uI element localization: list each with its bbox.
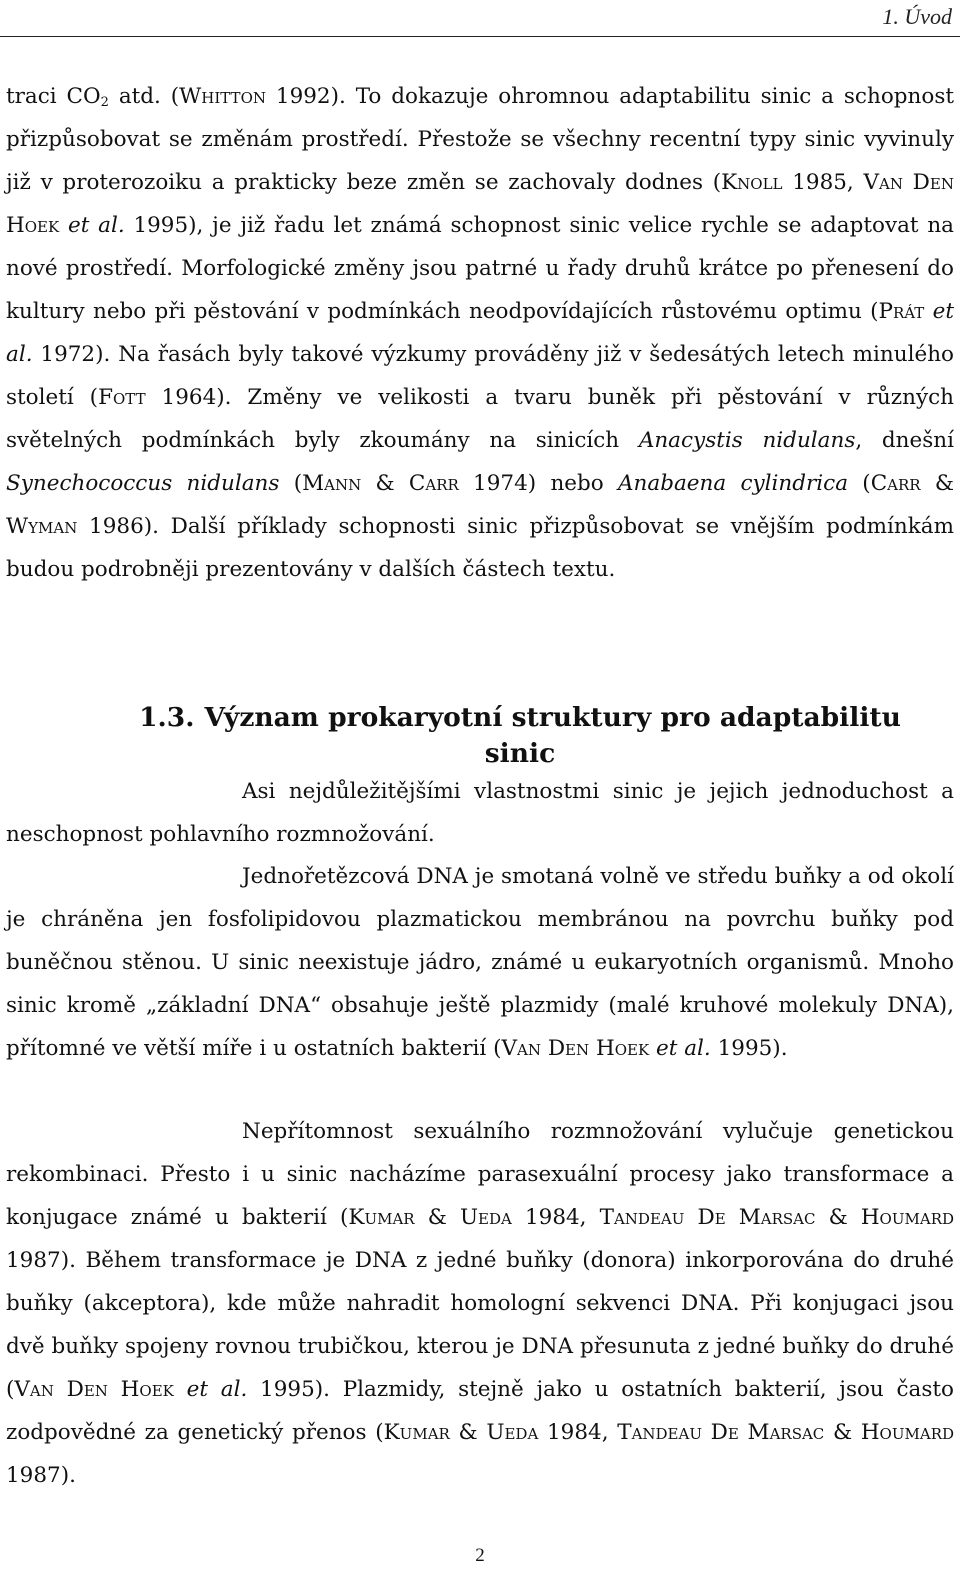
text-run: & xyxy=(414,1205,460,1230)
subscript-2: 2 xyxy=(100,95,109,110)
section-title: Význam prokaryotní struktury pro adaptabilitu sinic xyxy=(204,702,901,769)
running-head: 1. Úvod xyxy=(882,4,952,29)
paragraph-3 xyxy=(6,855,954,1070)
citation-author: Ueda xyxy=(486,1420,539,1445)
text-run: 1995), je již řadu let známá schopnost sinic velice rychle se adaptovat na nové prostředí. Morfologické změny jsou patrné u řady druhů krátce po přenesení do kultury nebo při pěstování v podmínkách neodpovídajících růstovému optimu ( xyxy=(6,213,954,324)
citation-author: Kumar xyxy=(383,1420,450,1445)
text-run xyxy=(649,1036,656,1061)
text-run: traci CO xyxy=(6,84,101,109)
citation-author: Carr xyxy=(408,471,459,496)
paragraph-1 xyxy=(6,75,954,591)
citation-author: Prát xyxy=(878,299,925,324)
text-run: 1974) nebo xyxy=(458,471,619,496)
citation-author: Fott xyxy=(98,385,146,410)
citation-author: Tandeau De Marsac xyxy=(617,1420,825,1445)
et-al: et al. xyxy=(186,1377,248,1402)
text-run xyxy=(59,213,68,238)
paragraph-2 xyxy=(6,770,954,856)
text-run: 1984, xyxy=(538,1420,618,1445)
text-run: Nepřítomnost sexuálního rozmnožování vylučuje genetickou rekombinaci. Přesto i u sinic nacházíme parasexuální procesy jako transformace a konjugace známé u bakterií ( xyxy=(6,1119,954,1230)
citation-author: Whitton xyxy=(179,84,266,109)
citation-author: Ueda xyxy=(459,1205,512,1230)
text-run xyxy=(174,1377,187,1402)
text-run: atd. ( xyxy=(108,84,180,109)
text-run: , dnešní xyxy=(855,428,954,453)
page-number: 2 xyxy=(475,1545,485,1566)
citation-author: Houmard xyxy=(860,1205,955,1230)
text-run: 1984, xyxy=(511,1205,600,1230)
text-run: ( xyxy=(848,471,871,496)
section-heading xyxy=(100,700,940,772)
text-run: & xyxy=(361,471,409,496)
citation-author: Tandeau De Marsac xyxy=(599,1205,816,1230)
citation-author: Knoll xyxy=(721,170,783,195)
text-run: 1972). Na řasách byly takové výzkumy prováděny již v šedesátých letech minulého století ( xyxy=(6,342,954,410)
text-run: 1995). xyxy=(710,1036,788,1061)
text-run: 1987). xyxy=(6,1463,76,1488)
text-run: & xyxy=(815,1205,861,1230)
et-al: et al. xyxy=(67,213,125,238)
citation-author: Van Den Hoek xyxy=(14,1377,174,1402)
text-run: 1992). To dokazuje ohromnou adaptabilitu sinic a schopnost přizpůsobovat se změnám prostředí. Přestože se všechny recentní typy sinic vyvinuly již v proterozoiku a prakticky beze změn se zachovaly dodnes ( xyxy=(6,84,954,195)
citation-author: Kumar xyxy=(348,1205,415,1230)
text-run: & xyxy=(920,471,954,496)
citation-author: Van Den Hoek xyxy=(501,1036,650,1061)
citation-author: Mann xyxy=(302,471,362,496)
text-run: 1986). Další příklady schopnosti sinic přizpůsobovat se vnějším podmínkám budou podrobněji prezentovány v dalších částech textu. xyxy=(6,514,954,582)
citation-author: Wyman xyxy=(6,514,78,539)
section-number: 1.3. xyxy=(139,702,195,733)
text-run: Jednořetězcová DNA je smotaná volně ve středu buňky a od okolí je chráněna jen fosfolipidovou plazmatickou membránou na povrchu buňky pod buněčnou stěnou. U sinic neexistuje jádro, známé u eukaryotních organismů. Mnoho sinic kromě „základní DNA“ obsahuje ještě plazmidy (malé kruhové molekuly DNA), přítomné ve větší míře i u ostatních bakterií ( xyxy=(6,864,954,1061)
text-run xyxy=(924,299,932,324)
text-run: 1964). Změny ve velikosti a tvaru buněk při pěstování v různých světelných podmínkách byly zkoumány na sinicích xyxy=(6,385,954,453)
citation-author: Carr xyxy=(870,471,921,496)
paragraph-4 xyxy=(6,1110,954,1497)
species-name: Synechococcus nidulans xyxy=(6,471,280,496)
species-name: Anacystis nidulans xyxy=(638,428,856,453)
text-run: & xyxy=(824,1420,861,1445)
species-name: Anabaena cylindrica xyxy=(618,471,849,496)
citation-author: Van Den Hoek xyxy=(6,170,954,238)
text-run: ( xyxy=(279,471,303,496)
header-rule xyxy=(0,36,960,37)
et-al: et al. xyxy=(6,299,954,367)
paragraph-2-text: Asi nejdůležitějšími vlastnostmi sinic je jejich jednoduchost a neschopnost pohlavního rozmnožování. xyxy=(6,779,954,847)
text-run: & xyxy=(449,1420,487,1445)
et-al: et al. xyxy=(656,1036,711,1061)
text-run: 1985, xyxy=(782,170,864,195)
text-run: 1987). Během transformace je DNA z jedné buňky (donora) inkorporována do druhé buňky (akceptora), kde může nahradit homologní sekvenci DNA. Při konjugaci jsou dvě buňky spojeny rovnou trubičkou, kterou je DNA přesunuta z jedné buňky do druhé ( xyxy=(6,1248,954,1402)
citation-author: Houmard xyxy=(860,1420,955,1445)
text-run: 1995). Plazmidy, stejně jako u ostatních bakterií, jsou často zodpovědné za genetický přenos ( xyxy=(6,1377,954,1445)
